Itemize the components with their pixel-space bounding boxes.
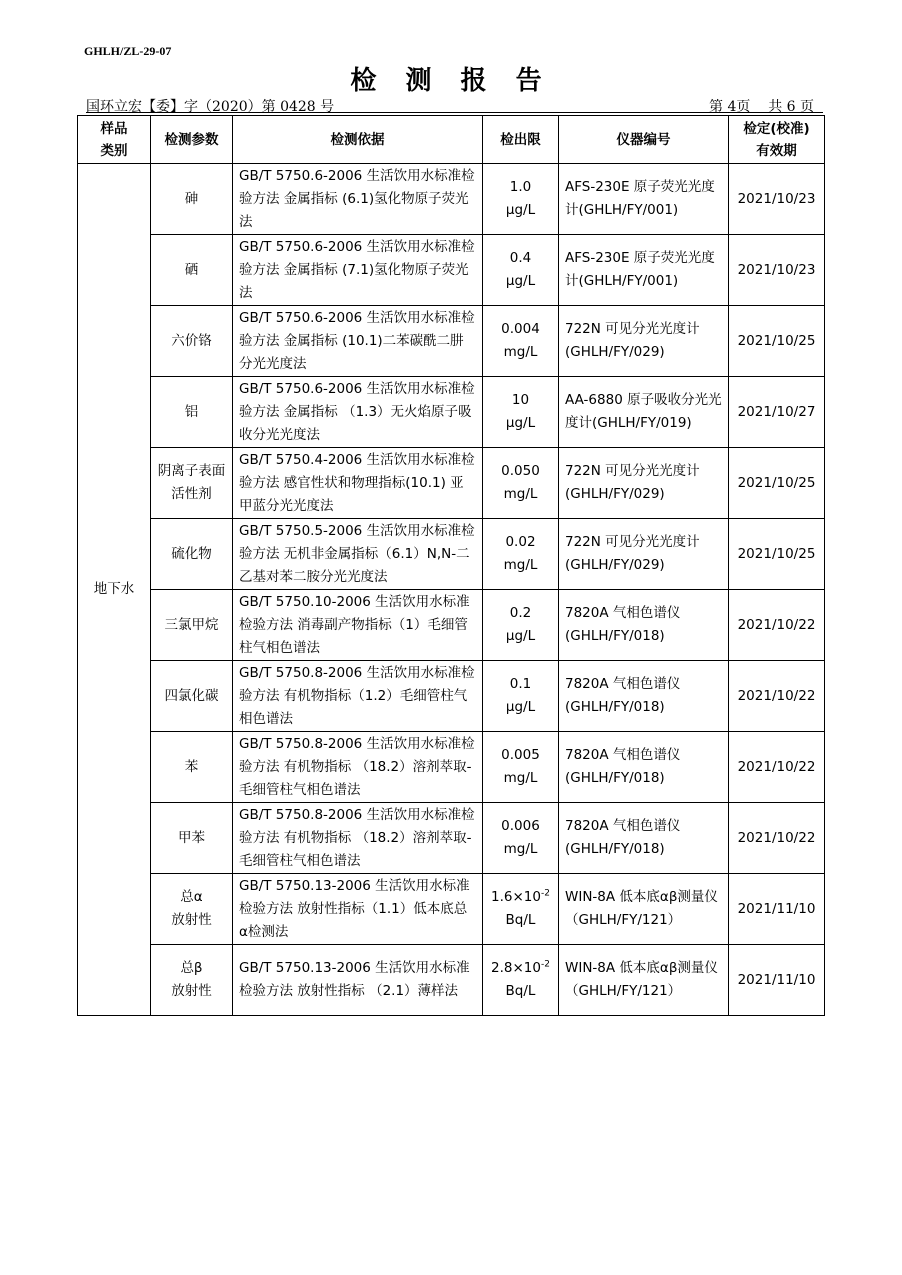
limit-unit: Bq/L [505, 912, 536, 928]
validity-date-cell: 2021/10/23 [729, 235, 825, 306]
table-row [78, 306, 825, 377]
limit-value: 1.0 [509, 179, 532, 195]
limit-value: 0.004 [501, 321, 540, 337]
col-header-sample-category: 样品 类别 [78, 116, 151, 164]
table-row [78, 448, 825, 519]
table-row [78, 235, 825, 306]
report-title: 检 测 报 告 [350, 66, 552, 96]
limit-unit: μg/L [505, 415, 536, 431]
limit-unit: mg/L [503, 841, 538, 857]
col-header-validity: 检定(校准) 有效期 [729, 116, 825, 164]
table-row [78, 164, 825, 235]
detection-limit-cell [483, 590, 559, 661]
parameter-cell: 阴离子表面活性剂 [151, 448, 233, 519]
basis-cell: GB/T 5750.4-2006 生活饮用水标准检验方法 感官性状和物理指标(10.1) 亚甲蓝分光光度法 [233, 448, 483, 519]
detection-limit-cell [483, 306, 559, 377]
col-header-instrument: 仪器编号 [559, 116, 729, 164]
parameter-cell: 总β 放射性 [151, 945, 233, 1016]
validity-date-cell: 2021/10/25 [729, 306, 825, 377]
table-body [78, 164, 825, 1016]
col-header-basis: 检测依据 [233, 116, 483, 164]
parameter-cell: 砷 [151, 164, 233, 235]
detection-limit-cell [483, 732, 559, 803]
basis-cell: GB/T 5750.6-2006 生活饮用水标准检验方法 金属指标 (7.1)氢化物原子荧光法 [233, 235, 483, 306]
detection-limit-cell [483, 235, 559, 306]
basis-cell: GB/T 5750.10-2006 生活饮用水标准检验方法 消毒副产物指标（1）毛细管柱气相色谱法 [233, 590, 483, 661]
limit-value: 0.2 [509, 605, 532, 621]
parameter-cell: 铝 [151, 377, 233, 448]
header-rule [86, 112, 823, 113]
limit-unit: μg/L [505, 273, 536, 289]
detection-limit-cell [483, 661, 559, 732]
limit-unit: Bq/L [505, 983, 536, 999]
validity-date-cell: 2021/10/27 [729, 377, 825, 448]
col-header-detection-limit: 检出限 [483, 116, 559, 164]
limit-value: 10 [511, 392, 530, 408]
validity-date-cell: 2021/11/10 [729, 874, 825, 945]
instrument-cell: AFS-230E 原子荧光光度计(GHLH/FY/001) [559, 235, 729, 306]
parameter-cell: 总α 放射性 [151, 874, 233, 945]
detection-limit-cell [483, 874, 559, 945]
instrument-cell: AA-6880 原子吸收分光光度计(GHLH/FY/019) [559, 377, 729, 448]
table-header-row [78, 116, 825, 164]
validity-date-cell: 2021/10/22 [729, 732, 825, 803]
parameter-cell: 硫化物 [151, 519, 233, 590]
instrument-cell: WIN-8A 低本底αβ测量仪（GHLH/FY/121） [559, 874, 729, 945]
validity-date-cell: 2021/10/25 [729, 448, 825, 519]
basis-cell: GB/T 5750.8-2006 生活饮用水标准检验方法 有机物指标（1.2）毛细管柱气相色谱法 [233, 661, 483, 732]
instrument-cell: 7820A 气相色谱仪(GHLH/FY/018) [559, 732, 729, 803]
basis-cell: GB/T 5750.13-2006 生活饮用水标准检验方法 放射性指标 （2.1）薄样法 [233, 945, 483, 1016]
basis-cell: GB/T 5750.8-2006 生活饮用水标准检验方法 有机物指标 （18.2）溶剂萃取-毛细管柱气相色谱法 [233, 803, 483, 874]
limit-exponent: -2 [540, 888, 550, 899]
basis-cell: GB/T 5750.6-2006 生活饮用水标准检验方法 金属指标 (10.1)二苯碳酰二肼分光光度法 [233, 306, 483, 377]
basis-cell: GB/T 5750.5-2006 生活饮用水标准检验方法 无机非金属指标（6.1）N,N-二乙基对苯二胺分光光度法 [233, 519, 483, 590]
parameter-cell: 四氯化碳 [151, 661, 233, 732]
limit-value: 0.006 [501, 818, 540, 834]
basis-cell: GB/T 5750.6-2006 生活饮用水标准检验方法 金属指标 (6.1)氢化物原子荧光法 [233, 164, 483, 235]
validity-date-cell: 2021/10/22 [729, 803, 825, 874]
table-row [78, 874, 825, 945]
report-number: 国环立宏【委】字（2020）第 0428 号 [86, 99, 335, 115]
table-row [78, 803, 825, 874]
basis-cell: GB/T 5750.13-2006 生活饮用水标准检验方法 放射性指标（1.1）低本底总α检测法 [233, 874, 483, 945]
parameter-cell: 六价铬 [151, 306, 233, 377]
basis-cell: GB/T 5750.8-2006 生活饮用水标准检验方法 有机物指标 （18.2）溶剂萃取-毛细管柱气相色谱法 [233, 732, 483, 803]
instrument-cell: WIN-8A 低本底αβ测量仪（GHLH/FY/121） [559, 945, 729, 1016]
table-row [78, 519, 825, 590]
validity-date-cell: 2021/10/23 [729, 164, 825, 235]
table-row [78, 377, 825, 448]
limit-exponent: -2 [540, 959, 550, 970]
limit-unit: mg/L [503, 770, 538, 786]
col-header-parameter: 检测参数 [151, 116, 233, 164]
detection-limit-cell [483, 377, 559, 448]
table-row [78, 732, 825, 803]
parameter-cell: 苯 [151, 732, 233, 803]
instrument-cell: AFS-230E 原子荧光光度计(GHLH/FY/001) [559, 164, 729, 235]
limit-unit: μg/L [505, 699, 536, 715]
limit-unit: mg/L [503, 486, 538, 502]
detection-limit-cell [483, 803, 559, 874]
basis-cell: GB/T 5750.6-2006 生活饮用水标准检验方法 金属指标 （1.3）无火焰原子吸收分光光度法 [233, 377, 483, 448]
parameter-cell: 硒 [151, 235, 233, 306]
limit-unit: mg/L [503, 344, 538, 360]
instrument-cell: 722N 可见分光光度计(GHLH/FY/029) [559, 448, 729, 519]
limit-value: 1.6×10 [491, 889, 541, 905]
instrument-cell: 7820A 气相色谱仪(GHLH/FY/018) [559, 590, 729, 661]
validity-date-cell: 2021/10/25 [729, 519, 825, 590]
limit-value: 0.005 [501, 747, 540, 763]
validity-date-cell: 2021/10/22 [729, 661, 825, 732]
detection-limit-cell [483, 945, 559, 1016]
instrument-cell: 722N 可见分光光度计(GHLH/FY/029) [559, 306, 729, 377]
limit-value: 0.1 [509, 676, 532, 692]
limit-value: 0.050 [501, 463, 540, 479]
document-code: GHLH/ZL-29-07 [84, 44, 172, 58]
detection-limit-cell [483, 519, 559, 590]
detection-limit-cell [483, 164, 559, 235]
limit-value: 2.8×10 [491, 960, 541, 976]
validity-date-cell: 2021/10/22 [729, 590, 825, 661]
instrument-cell: 722N 可见分光光度计(GHLH/FY/029) [559, 519, 729, 590]
page-info: 第 4页 共 6 页 [709, 99, 814, 115]
instrument-cell: 7820A 气相色谱仪(GHLH/FY/018) [559, 803, 729, 874]
table-row [78, 661, 825, 732]
table-row [78, 590, 825, 661]
limit-unit: μg/L [505, 628, 536, 644]
sample-category-cell: 地下水 [78, 164, 151, 1016]
detection-table [77, 115, 825, 1016]
instrument-cell: 7820A 气相色谱仪(GHLH/FY/018) [559, 661, 729, 732]
parameter-cell: 甲苯 [151, 803, 233, 874]
detection-limit-cell [483, 448, 559, 519]
limit-value: 0.4 [509, 250, 532, 266]
limit-unit: μg/L [505, 202, 536, 218]
limit-value: 0.02 [505, 534, 536, 550]
table-row [78, 945, 825, 1016]
parameter-cell: 三氯甲烷 [151, 590, 233, 661]
validity-date-cell: 2021/11/10 [729, 945, 825, 1016]
limit-unit: mg/L [503, 557, 538, 573]
